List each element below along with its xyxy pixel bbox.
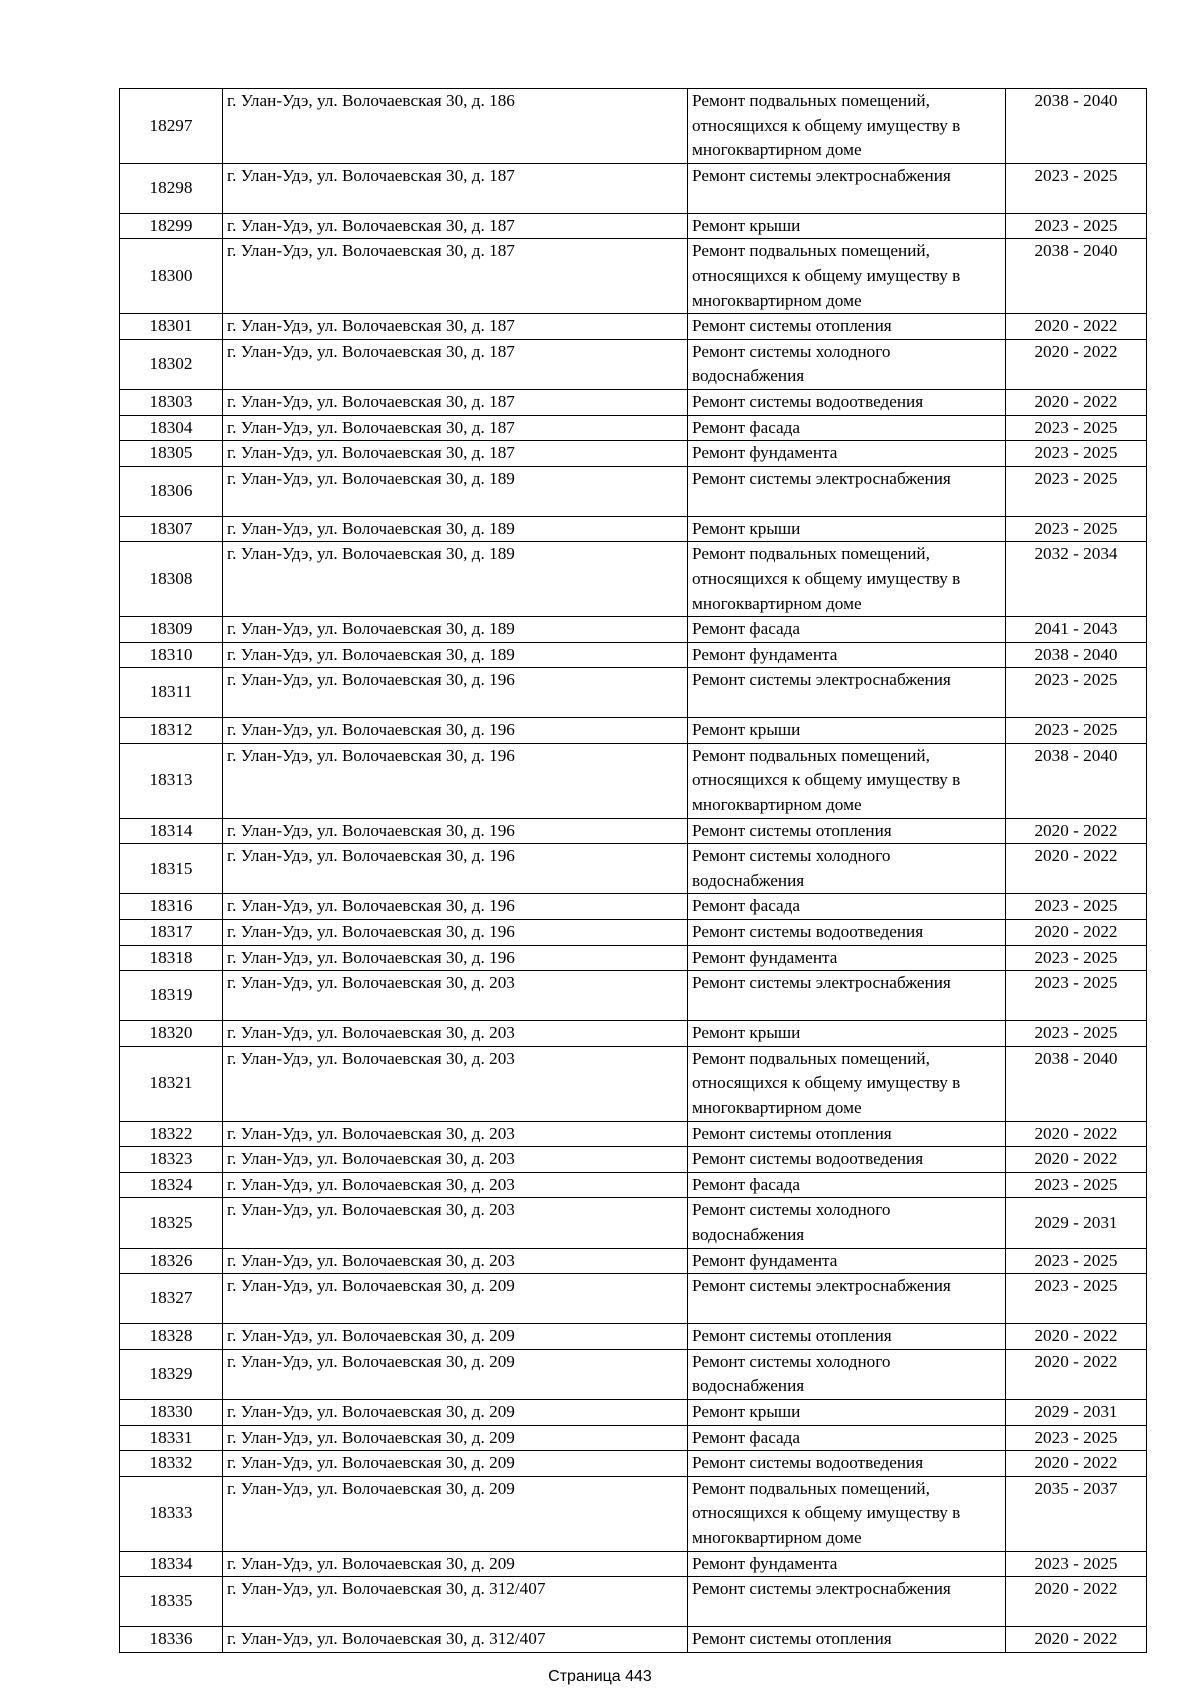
table-row — [120, 1324, 1147, 1350]
row-address: г. Улан-Удэ, ул. Волочаевская 30, д. 203 — [223, 1121, 688, 1147]
table-body — [120, 89, 1147, 1653]
row-number: 18302 — [120, 339, 223, 389]
row-work-type: Ремонт системы электроснабжения — [688, 1274, 1006, 1324]
row-period: 2023 - 2025 — [1006, 971, 1147, 1021]
row-work-type: Ремонт фундамента — [688, 1551, 1006, 1577]
row-work-type: Ремонт системы водоотведения — [688, 1451, 1006, 1477]
row-number: 18312 — [120, 718, 223, 744]
row-period: 2020 - 2022 — [1006, 389, 1147, 415]
table-row — [120, 1551, 1147, 1577]
row-work-type: Ремонт фундамента — [688, 945, 1006, 971]
table-row — [120, 213, 1147, 239]
row-address: г. Улан-Удэ, ул. Волочаевская 30, д. 187 — [223, 213, 688, 239]
row-number: 18317 — [120, 920, 223, 946]
row-period: 2020 - 2022 — [1006, 1349, 1147, 1399]
row-work-type: Ремонт подвальных помещений, относящихся к общему имуществу в многоквартирном доме — [688, 1046, 1006, 1121]
row-work-type: Ремонт системы отопления — [688, 818, 1006, 844]
row-address: г. Улан-Удэ, ул. Волочаевская 30, д. 196 — [223, 718, 688, 744]
row-number: 18306 — [120, 466, 223, 516]
row-work-type: Ремонт фасада — [688, 617, 1006, 643]
table-row — [120, 743, 1147, 818]
row-period: 2023 - 2025 — [1006, 1274, 1147, 1324]
row-period: 2038 - 2040 — [1006, 642, 1147, 668]
row-number: 18311 — [120, 668, 223, 718]
table-row — [120, 617, 1147, 643]
row-number: 18310 — [120, 642, 223, 668]
row-period: 2029 - 2031 — [1006, 1399, 1147, 1425]
row-period: 2023 - 2025 — [1006, 1021, 1147, 1047]
row-number: 18320 — [120, 1021, 223, 1047]
row-work-type: Ремонт системы холодного водоснабжения — [688, 1349, 1006, 1399]
row-address: г. Улан-Удэ, ул. Волочаевская 30, д. 187 — [223, 163, 688, 213]
row-address: г. Улан-Удэ, ул. Волочаевская 30, д. 203 — [223, 1046, 688, 1121]
row-number: 18315 — [120, 844, 223, 894]
row-address: г. Улан-Удэ, ул. Волочаевская 30, д. 312/407 — [223, 1577, 688, 1627]
row-period: 2023 - 2025 — [1006, 441, 1147, 467]
table-row — [120, 1046, 1147, 1121]
table-row — [120, 89, 1147, 164]
row-number: 18318 — [120, 945, 223, 971]
row-period: 2023 - 2025 — [1006, 213, 1147, 239]
row-work-type: Ремонт фасада — [688, 415, 1006, 441]
row-number: 18327 — [120, 1274, 223, 1324]
row-work-type: Ремонт фундамента — [688, 441, 1006, 467]
table-row — [120, 1198, 1147, 1248]
row-number: 18323 — [120, 1147, 223, 1173]
row-work-type: Ремонт системы водоотведения — [688, 1147, 1006, 1173]
row-number: 18321 — [120, 1046, 223, 1121]
table-row — [120, 1147, 1147, 1173]
row-work-type: Ремонт подвальных помещений, относящихся к общему имуществу в многоквартирном доме — [688, 239, 1006, 314]
row-address: г. Улан-Удэ, ул. Волочаевская 30, д. 187 — [223, 314, 688, 340]
row-number: 18303 — [120, 389, 223, 415]
row-period: 2020 - 2022 — [1006, 818, 1147, 844]
row-work-type: Ремонт системы электроснабжения — [688, 1577, 1006, 1627]
table-row — [120, 415, 1147, 441]
table-row — [120, 1577, 1147, 1627]
table-row — [120, 441, 1147, 467]
row-number: 18331 — [120, 1425, 223, 1451]
row-work-type: Ремонт системы водоотведения — [688, 920, 1006, 946]
row-address: г. Улан-Удэ, ул. Волочаевская 30, д. 196 — [223, 894, 688, 920]
table-row — [120, 642, 1147, 668]
row-work-type: Ремонт системы холодного водоснабжения — [688, 339, 1006, 389]
row-address: г. Улан-Удэ, ул. Волочаевская 30, д. 187 — [223, 389, 688, 415]
row-period: 2035 - 2037 — [1006, 1476, 1147, 1551]
row-work-type: Ремонт системы электроснабжения — [688, 971, 1006, 1021]
row-period: 2023 - 2025 — [1006, 415, 1147, 441]
table-row — [120, 1274, 1147, 1324]
row-number: 18325 — [120, 1198, 223, 1248]
row-address: г. Улан-Удэ, ул. Волочаевская 30, д. 203 — [223, 1198, 688, 1248]
row-number: 18322 — [120, 1121, 223, 1147]
row-period: 2020 - 2022 — [1006, 339, 1147, 389]
row-period: 2038 - 2040 — [1006, 89, 1147, 164]
row-address: г. Улан-Удэ, ул. Волочаевская 30, д. 209 — [223, 1476, 688, 1551]
table-row — [120, 314, 1147, 340]
row-period: 2023 - 2025 — [1006, 466, 1147, 516]
row-number: 18333 — [120, 1476, 223, 1551]
row-address: г. Улан-Удэ, ул. Волочаевская 30, д. 189 — [223, 466, 688, 516]
row-work-type: Ремонт системы электроснабжения — [688, 466, 1006, 516]
table-row — [120, 945, 1147, 971]
row-work-type: Ремонт системы отопления — [688, 1324, 1006, 1350]
row-address: г. Улан-Удэ, ул. Волочаевская 30, д. 209 — [223, 1425, 688, 1451]
row-number: 18313 — [120, 743, 223, 818]
row-address: г. Улан-Удэ, ул. Волочаевская 30, д. 203 — [223, 1248, 688, 1274]
row-number: 18305 — [120, 441, 223, 467]
row-period: 2032 - 2034 — [1006, 542, 1147, 617]
row-period: 2023 - 2025 — [1006, 894, 1147, 920]
row-period: 2020 - 2022 — [1006, 920, 1147, 946]
row-work-type: Ремонт системы электроснабжения — [688, 668, 1006, 718]
row-work-type: Ремонт крыши — [688, 516, 1006, 542]
row-number: 18328 — [120, 1324, 223, 1350]
row-work-type: Ремонт подвальных помещений, относящихся к общему имуществу в многоквартирном доме — [688, 89, 1006, 164]
row-address: г. Улан-Удэ, ул. Волочаевская 30, д. 189 — [223, 542, 688, 617]
row-work-type: Ремонт системы отопления — [688, 1121, 1006, 1147]
row-address: г. Улан-Удэ, ул. Волочаевская 30, д. 196 — [223, 818, 688, 844]
row-period: 2029 - 2031 — [1006, 1198, 1147, 1248]
row-period: 2023 - 2025 — [1006, 163, 1147, 213]
row-number: 18297 — [120, 89, 223, 164]
row-period: 2020 - 2022 — [1006, 1147, 1147, 1173]
row-address: г. Улан-Удэ, ул. Волочаевская 30, д. 187 — [223, 441, 688, 467]
row-address: г. Улан-Удэ, ул. Волочаевская 30, д. 312/407 — [223, 1627, 688, 1653]
row-address: г. Улан-Удэ, ул. Волочаевская 30, д. 187 — [223, 415, 688, 441]
row-address: г. Улан-Удэ, ул. Волочаевская 30, д. 209 — [223, 1274, 688, 1324]
row-address: г. Улан-Удэ, ул. Волочаевская 30, д. 196 — [223, 920, 688, 946]
row-work-type: Ремонт системы электроснабжения — [688, 163, 1006, 213]
table-row — [120, 668, 1147, 718]
row-number: 18309 — [120, 617, 223, 643]
table-row — [120, 163, 1147, 213]
table-row — [120, 718, 1147, 744]
row-address: г. Улан-Удэ, ул. Волочаевская 30, д. 196 — [223, 668, 688, 718]
repair-schedule-table — [119, 88, 1147, 1653]
row-number: 18316 — [120, 894, 223, 920]
row-period: 2020 - 2022 — [1006, 314, 1147, 340]
table-row — [120, 1425, 1147, 1451]
row-period: 2020 - 2022 — [1006, 1577, 1147, 1627]
row-number: 18319 — [120, 971, 223, 1021]
row-period: 2041 - 2043 — [1006, 617, 1147, 643]
row-address: г. Улан-Удэ, ул. Волочаевская 30, д. 209 — [223, 1349, 688, 1399]
row-address: г. Улан-Удэ, ул. Волочаевская 30, д. 209 — [223, 1399, 688, 1425]
table-row — [120, 542, 1147, 617]
table-row — [120, 1349, 1147, 1399]
row-number: 18301 — [120, 314, 223, 340]
row-number: 18330 — [120, 1399, 223, 1425]
row-number: 18332 — [120, 1451, 223, 1477]
row-address: г. Улан-Удэ, ул. Волочаевская 30, д. 203 — [223, 971, 688, 1021]
row-work-type: Ремонт крыши — [688, 1399, 1006, 1425]
row-work-type: Ремонт фасада — [688, 1172, 1006, 1198]
row-number: 18335 — [120, 1577, 223, 1627]
row-period: 2020 - 2022 — [1006, 1324, 1147, 1350]
row-work-type: Ремонт крыши — [688, 1021, 1006, 1047]
row-work-type: Ремонт фасада — [688, 894, 1006, 920]
table-row — [120, 1627, 1147, 1653]
table-row — [120, 389, 1147, 415]
table-row — [120, 466, 1147, 516]
row-work-type: Ремонт фасада — [688, 1425, 1006, 1451]
row-work-type: Ремонт системы холодного водоснабжения — [688, 844, 1006, 894]
row-number: 18326 — [120, 1248, 223, 1274]
row-work-type: Ремонт крыши — [688, 718, 1006, 744]
row-number: 18308 — [120, 542, 223, 617]
table-row — [120, 1399, 1147, 1425]
row-period: 2020 - 2022 — [1006, 844, 1147, 894]
row-work-type: Ремонт системы водоотведения — [688, 389, 1006, 415]
row-work-type: Ремонт крыши — [688, 213, 1006, 239]
table-row — [120, 1248, 1147, 1274]
table-row — [120, 339, 1147, 389]
table-row — [120, 818, 1147, 844]
row-address: г. Улан-Удэ, ул. Волочаевская 30, д. 209 — [223, 1324, 688, 1350]
row-period: 2020 - 2022 — [1006, 1121, 1147, 1147]
row-address: г. Улан-Удэ, ул. Волочаевская 30, д. 203 — [223, 1021, 688, 1047]
row-number: 18324 — [120, 1172, 223, 1198]
table-row — [120, 1172, 1147, 1198]
row-number: 18334 — [120, 1551, 223, 1577]
row-period: 2023 - 2025 — [1006, 516, 1147, 542]
table-row — [120, 516, 1147, 542]
row-number: 18329 — [120, 1349, 223, 1399]
row-number: 18314 — [120, 818, 223, 844]
row-number: 18307 — [120, 516, 223, 542]
row-work-type: Ремонт системы холодного водоснабжения — [688, 1198, 1006, 1248]
row-work-type: Ремонт фундамента — [688, 1248, 1006, 1274]
row-address: г. Улан-Удэ, ул. Волочаевская 30, д. 189 — [223, 642, 688, 668]
row-address: г. Улан-Удэ, ул. Волочаевская 30, д. 196 — [223, 945, 688, 971]
row-address: г. Улан-Удэ, ул. Волочаевская 30, д. 196 — [223, 743, 688, 818]
row-address: г. Улан-Удэ, ул. Волочаевская 30, д. 203 — [223, 1172, 688, 1198]
row-address: г. Улан-Удэ, ул. Волочаевская 30, д. 196 — [223, 844, 688, 894]
row-work-type: Ремонт подвальных помещений, относящихся к общему имуществу в многоквартирном доме — [688, 542, 1006, 617]
registry-sheet — [119, 88, 1146, 1653]
row-period: 2023 - 2025 — [1006, 718, 1147, 744]
row-period: 2023 - 2025 — [1006, 668, 1147, 718]
row-period: 2023 - 2025 — [1006, 945, 1147, 971]
row-work-type: Ремонт фундамента — [688, 642, 1006, 668]
row-work-type: Ремонт системы отопления — [688, 314, 1006, 340]
row-address: г. Улан-Удэ, ул. Волочаевская 30, д. 187 — [223, 339, 688, 389]
table-row — [120, 1121, 1147, 1147]
row-period: 2023 - 2025 — [1006, 1551, 1147, 1577]
row-work-type: Ремонт подвальных помещений, относящихся к общему имуществу в многоквартирном доме — [688, 1476, 1006, 1551]
row-period: 2023 - 2025 — [1006, 1248, 1147, 1274]
row-address: г. Улан-Удэ, ул. Волочаевская 30, д. 209 — [223, 1551, 688, 1577]
row-address: г. Улан-Удэ, ул. Волочаевская 30, д. 203 — [223, 1147, 688, 1173]
row-number: 18298 — [120, 163, 223, 213]
row-number: 18300 — [120, 239, 223, 314]
row-address: г. Улан-Удэ, ул. Волочаевская 30, д. 187 — [223, 239, 688, 314]
row-number: 18336 — [120, 1627, 223, 1653]
row-period: 2038 - 2040 — [1006, 743, 1147, 818]
row-address: г. Улан-Удэ, ул. Волочаевская 30, д. 189 — [223, 617, 688, 643]
table-row — [120, 971, 1147, 1021]
row-period: 2020 - 2022 — [1006, 1451, 1147, 1477]
row-number: 18304 — [120, 415, 223, 441]
table-row — [120, 1021, 1147, 1047]
table-row — [120, 844, 1147, 894]
table-row — [120, 239, 1147, 314]
table-row — [120, 894, 1147, 920]
row-address: г. Улан-Удэ, ул. Волочаевская 30, д. 189 — [223, 516, 688, 542]
table-row — [120, 1451, 1147, 1477]
row-period: 2020 - 2022 — [1006, 1627, 1147, 1653]
row-period: 2023 - 2025 — [1006, 1425, 1147, 1451]
row-address: г. Улан-Удэ, ул. Волочаевская 30, д. 209 — [223, 1451, 688, 1477]
row-work-type: Ремонт системы отопления — [688, 1627, 1006, 1653]
row-work-type: Ремонт подвальных помещений, относящихся к общему имуществу в многоквартирном доме — [688, 743, 1006, 818]
row-period: 2023 - 2025 — [1006, 1172, 1147, 1198]
row-period: 2038 - 2040 — [1006, 1046, 1147, 1121]
row-period: 2038 - 2040 — [1006, 239, 1147, 314]
table-row — [120, 1476, 1147, 1551]
table-row — [120, 920, 1147, 946]
row-address: г. Улан-Удэ, ул. Волочаевская 30, д. 186 — [223, 89, 688, 164]
row-number: 18299 — [120, 213, 223, 239]
page-number: Страница 443 — [548, 1668, 652, 1685]
